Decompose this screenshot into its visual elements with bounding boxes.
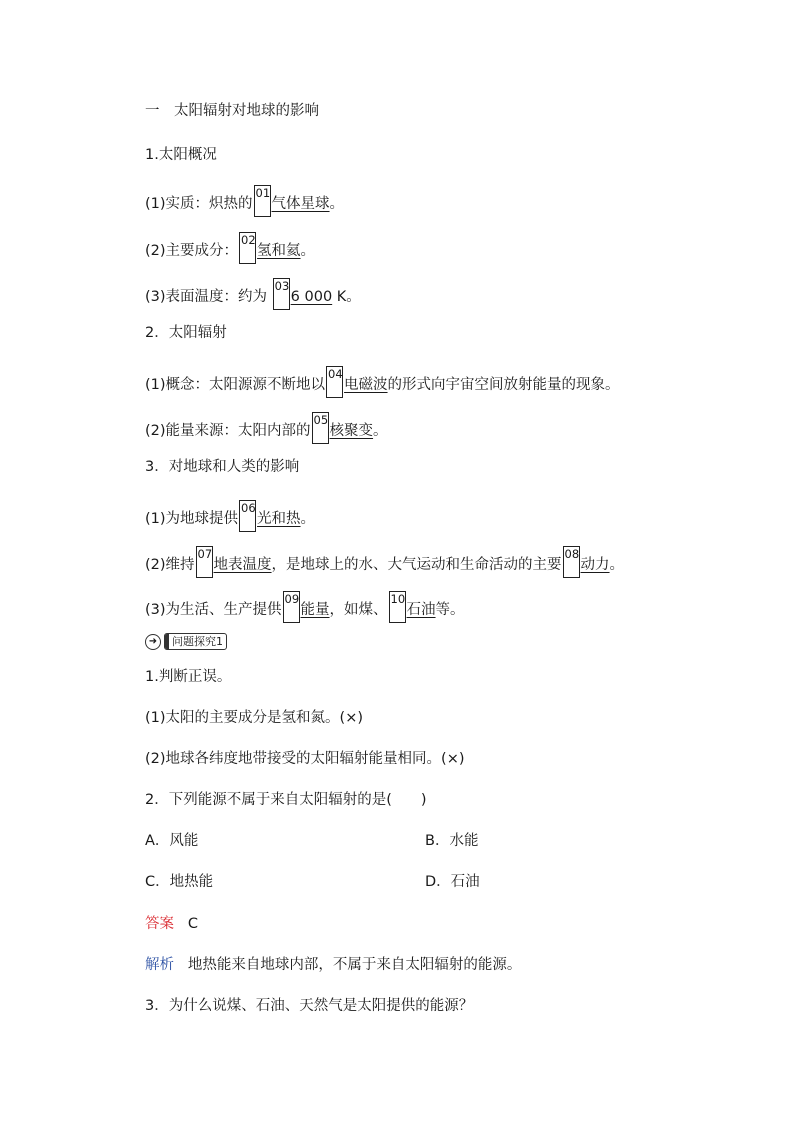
item-essence	[145, 185, 344, 217]
q1-statement-b: (2)地球各纬度地带接受的太阳辐射能量相同。(×)	[145, 751, 465, 767]
blank-number-box	[273, 278, 290, 310]
blank-number: 08	[564, 547, 580, 561]
item-text: (3)表面温度：约为	[145, 289, 272, 305]
item-text: 等。	[435, 602, 465, 618]
arrow-circle-icon: ➜	[145, 634, 161, 650]
item-text: ，是地球上的水、大气运动和生命活动的主要	[271, 557, 562, 573]
item-text: (2)维持	[145, 557, 195, 573]
item-composition	[145, 232, 315, 264]
q1-statement-a: (1)太阳的主要成分是氢和氮。(×)	[145, 710, 364, 726]
answer-text: 石油	[406, 602, 436, 618]
item-text: 。	[609, 557, 625, 573]
answer-text: 动力	[580, 557, 610, 573]
item-text: (1)为地球提供	[145, 511, 239, 527]
blank-number: 03	[274, 279, 290, 293]
option-c: C．地热能	[145, 874, 214, 890]
explore-tag	[145, 633, 227, 650]
section-title: 一 太阳辐射对地球的影响	[145, 103, 319, 119]
item-energy-source	[145, 412, 388, 444]
item-temperature	[145, 278, 361, 310]
blank-number: 01	[255, 186, 271, 200]
answer-text: 光和热	[257, 511, 301, 527]
analysis-text: 地热能来自地球内部，不属于来自太阳辐射的能源。	[187, 957, 522, 973]
item-text: 。	[329, 196, 345, 212]
q1-title: 1.判断正误。	[145, 669, 232, 685]
blank-number: 02	[241, 233, 256, 247]
heading-solar-radiation: 2．太阳辐射	[145, 325, 227, 341]
heading-sun-overview: 1.太阳概况	[145, 147, 217, 163]
item-text: (1)实质：炽热的	[145, 196, 253, 212]
item-concept	[145, 366, 620, 398]
blank-number-box	[283, 591, 300, 623]
blank-number: 10	[390, 592, 406, 606]
blank-number: 05	[313, 413, 329, 427]
option-d: D．石油	[425, 874, 480, 890]
blank-number-box	[389, 591, 406, 623]
answer-text: 氢和氦	[257, 243, 301, 259]
answer-text: 电磁波	[344, 377, 388, 393]
item-text: (2)主要成分：	[145, 243, 239, 259]
answer-value: C	[187, 916, 198, 932]
heading-impact: 3．对地球和人类的影响	[145, 459, 300, 475]
blank-number-box	[196, 546, 213, 578]
item-text: ，如煤、	[329, 602, 388, 618]
item-light-heat	[145, 500, 315, 532]
blank-number-box	[239, 232, 256, 264]
answer-text: 6 000	[290, 289, 333, 305]
item-text: 。	[300, 511, 316, 527]
item-text: (3)为生活、生产提供	[145, 602, 282, 618]
answer-text: 气体星球	[271, 196, 330, 212]
option-b: B．水能	[425, 833, 479, 849]
answer-line	[145, 914, 198, 934]
item-text: (2)能量来源：太阳内部的	[145, 423, 311, 439]
q3-title: 3．为什么说煤、石油、天然气是太阳提供的能源？	[145, 998, 474, 1014]
analysis-label: 解析	[145, 957, 174, 973]
option-a: A．风能	[145, 833, 199, 849]
blank-number: 04	[328, 367, 343, 381]
explore-label: 问题探究1	[172, 634, 223, 648]
item-text: 。	[300, 243, 316, 259]
blank-number: 07	[197, 547, 213, 561]
blank-number-box	[312, 412, 329, 444]
answer-text: 核聚变	[329, 423, 374, 439]
answer-text: 地表温度	[213, 557, 272, 573]
analysis-line	[145, 955, 521, 975]
blank-number-box	[254, 185, 271, 217]
item-text: 的形式向宇宙空间放射能量的现象。	[387, 377, 620, 393]
label-bar	[165, 634, 169, 649]
item-text: (1)概念：太阳源源不断地以	[145, 377, 326, 393]
item-surface-temp	[145, 546, 624, 578]
blank-number-box	[326, 366, 343, 398]
blank-number-box	[563, 546, 580, 578]
blank-number-box	[239, 500, 256, 532]
q2-title: 2．下列能源不属于来自太阳辐射的是( )	[145, 792, 427, 808]
item-text: K。	[332, 289, 361, 305]
explore-label-box	[164, 633, 227, 650]
blank-number: 09	[284, 592, 300, 606]
blank-number: 06	[241, 501, 256, 515]
item-text: 。	[373, 423, 388, 439]
item-energy-supply	[145, 591, 465, 623]
answer-text: 能量	[300, 602, 330, 618]
answer-label: 答案	[145, 916, 174, 932]
